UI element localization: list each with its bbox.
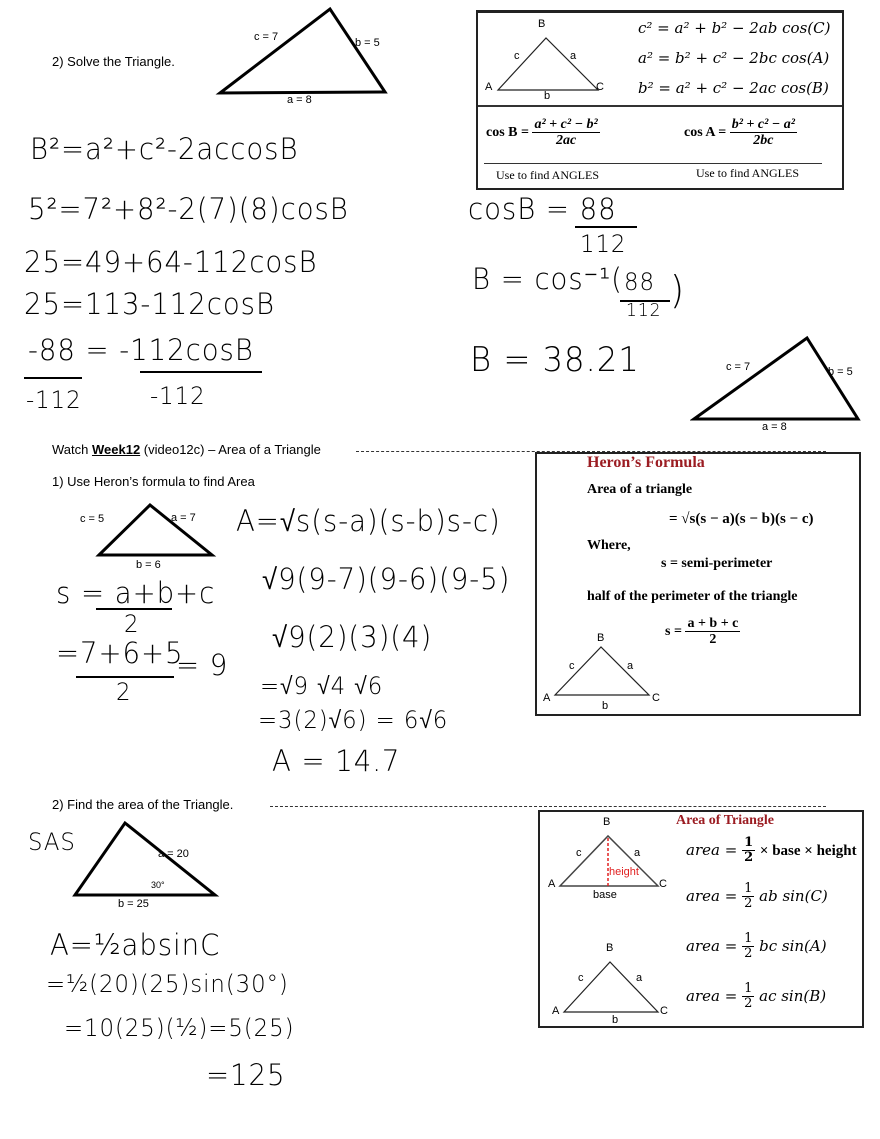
triangle-figure bbox=[215, 5, 395, 100]
area-title: Area of Triangle bbox=[676, 813, 774, 828]
handwritten-line: -112 bbox=[150, 382, 206, 410]
area-lhs: area = bbox=[686, 936, 738, 955]
side-b: b bbox=[612, 1014, 619, 1026]
side-c: c bbox=[578, 972, 584, 984]
half-den: 2 bbox=[744, 946, 753, 962]
heron-s-formula bbox=[665, 616, 740, 648]
side-a: a bbox=[627, 660, 634, 672]
area-rhs: bc sin(A) bbox=[759, 936, 827, 955]
area-formula-abC bbox=[686, 882, 828, 912]
angle-label: 30° bbox=[151, 880, 165, 890]
area-rhs: × base × height bbox=[759, 842, 857, 859]
week-link: Week12 bbox=[91, 442, 141, 457]
area-rhs: ab sin(C) bbox=[759, 886, 828, 905]
heron-s-def: s = semi-perimeter bbox=[661, 556, 773, 571]
problem-label: 2) Find the area of the Triangle. bbox=[52, 797, 234, 812]
handwritten-line: s = a+b+c bbox=[56, 576, 216, 610]
cosA-formula bbox=[684, 117, 797, 149]
cosB-formula bbox=[486, 117, 600, 149]
law-of-cosines-box bbox=[476, 10, 844, 190]
triangle-height-diagram bbox=[548, 826, 673, 891]
area-formula-acB bbox=[686, 982, 826, 1012]
handwritten-line: =√9 √4 √6 bbox=[260, 672, 384, 700]
side-a-label: a = 8 bbox=[287, 94, 312, 106]
heron-formula: = √s(s − a)(s − b)(s − c) bbox=[669, 511, 814, 527]
half-num: 1 bbox=[744, 881, 753, 896]
cosA-den: 2bc bbox=[753, 133, 774, 149]
handwritten-line: B = cos⁻¹( bbox=[472, 262, 623, 296]
handwritten-line: ) bbox=[670, 268, 686, 312]
heron-formula-box bbox=[535, 452, 861, 716]
vertex-c: C bbox=[659, 878, 667, 890]
section-heading bbox=[52, 442, 321, 457]
vertex-a: A bbox=[552, 1005, 560, 1017]
side-c: c bbox=[569, 660, 575, 672]
side-c: c bbox=[514, 50, 520, 62]
handwritten-line: 2 bbox=[124, 610, 140, 638]
side-c-label: c = 7 bbox=[254, 31, 279, 43]
half-den: 2 bbox=[744, 850, 754, 866]
side-a-label: a = 20 bbox=[158, 848, 189, 860]
dashed-rule bbox=[270, 806, 826, 807]
formula-a: a² = b² + c² − 2bc cos(A) bbox=[638, 49, 830, 67]
base-label: base bbox=[593, 889, 617, 901]
handwritten-line: -112 bbox=[26, 386, 82, 414]
triangle-figure bbox=[70, 818, 220, 900]
handwritten-line: -88 = -112cosB bbox=[28, 333, 254, 367]
handwritten-line: 2 bbox=[116, 678, 132, 706]
side-b-label: b = 5 bbox=[828, 366, 853, 378]
cosB-den: 2ac bbox=[556, 133, 577, 149]
half-den: 2 bbox=[744, 896, 753, 912]
half-num: 1 bbox=[744, 931, 753, 946]
s-lhs: s = bbox=[665, 624, 682, 640]
half-num: 1 bbox=[744, 981, 753, 996]
fraction-line bbox=[24, 377, 82, 379]
side-b: b bbox=[602, 700, 609, 712]
cosB-note: Use to find ANGLES bbox=[496, 168, 599, 182]
area-lhs: area = bbox=[686, 886, 738, 905]
vertex-a: A bbox=[485, 81, 493, 93]
area-lhs: area = bbox=[686, 840, 738, 859]
handwritten-line: 112 bbox=[580, 230, 627, 258]
side-b: b bbox=[544, 90, 551, 102]
handwritten-line: √9(2)(3)(4) bbox=[272, 620, 433, 654]
handwritten-line: =125 bbox=[206, 1058, 286, 1092]
handwritten-line: B = 38.21 bbox=[470, 340, 640, 380]
handwritten-line: = 9 bbox=[176, 648, 229, 682]
cosA-note: Use to find ANGLES bbox=[696, 166, 799, 180]
cosA-num: b² + c² − a² bbox=[731, 117, 795, 132]
half-den: 2 bbox=[744, 996, 753, 1012]
cosA-lhs: cos A = bbox=[684, 125, 727, 141]
handwritten-line: 5²=7²+8²-2(7)(8)cosB bbox=[28, 192, 349, 226]
handwritten-line: A = 14.7 bbox=[272, 744, 401, 778]
vertex-c: C bbox=[660, 1005, 668, 1017]
handwritten-line: =7+6+5 bbox=[56, 636, 184, 670]
side-a: a bbox=[570, 50, 577, 62]
fraction-line bbox=[140, 371, 262, 373]
vertex-c: C bbox=[652, 692, 660, 704]
area-of-triangle-box bbox=[538, 810, 864, 1028]
side-a: a bbox=[636, 972, 643, 984]
s-num: a + b + c bbox=[687, 616, 739, 631]
handwritten-line: =3(2)√6) = 6√6 bbox=[258, 706, 449, 734]
heron-line1: Area of a triangle bbox=[587, 482, 693, 497]
area-rhs: ac sin(B) bbox=[759, 986, 827, 1005]
triangle-figure bbox=[690, 333, 865, 425]
problem-label: 2) Solve the Triangle. bbox=[52, 54, 175, 69]
heron-half: half of the perimeter of the triangle bbox=[587, 589, 798, 604]
vertex-b: B bbox=[603, 816, 611, 828]
cosB-num: a² + c² − b² bbox=[534, 117, 598, 132]
vertex-b: B bbox=[538, 18, 546, 30]
handwritten-sas: SAS bbox=[28, 828, 76, 856]
handwritten-line: A=½absinC bbox=[50, 928, 221, 962]
heron-title: Heron’s Formula bbox=[587, 454, 705, 471]
vertex-b: B bbox=[597, 632, 605, 644]
side-c-label: c = 5 bbox=[80, 513, 105, 525]
vertex-a: A bbox=[543, 692, 551, 704]
side-b-label: b = 25 bbox=[118, 898, 149, 910]
handwritten-line: √9(9-7)(9-6)(9-5) bbox=[262, 562, 511, 596]
triangle-figure bbox=[95, 500, 220, 560]
side-a-label: a = 7 bbox=[171, 512, 196, 524]
handwritten-line: =½(20)(25)sin(30°) bbox=[46, 970, 289, 998]
handwritten-line: 25=113-112cosB bbox=[24, 287, 275, 321]
handwritten-line: A=√s(s-a)(s-b)s-c) bbox=[236, 504, 501, 538]
formula-c: c² = a² + b² − 2ab cos(C) bbox=[638, 19, 831, 37]
handwritten-line: cosB = 88 bbox=[468, 192, 617, 226]
area-formula-bcA bbox=[686, 932, 827, 962]
divider bbox=[478, 105, 842, 107]
triangle-diagram bbox=[550, 952, 670, 1017]
side-c: c bbox=[576, 847, 582, 859]
vertex-c: C bbox=[596, 81, 604, 93]
problem-label: 1) Use Heron’s formula to find Area bbox=[52, 474, 255, 489]
heron-where: Where, bbox=[587, 538, 631, 553]
s-den: 2 bbox=[709, 632, 717, 648]
handwritten-line: 25=49+64-112cosB bbox=[24, 245, 318, 279]
height-label: height bbox=[609, 866, 639, 878]
handwritten-line: 88 bbox=[624, 268, 655, 296]
formula-b: b² = a² + c² − 2ac cos(B) bbox=[638, 79, 829, 97]
cosB-lhs: cos B = bbox=[486, 125, 529, 141]
area-formula-base-height bbox=[686, 836, 857, 866]
triangle-diagram bbox=[545, 639, 665, 704]
side-a-label: a = 8 bbox=[762, 421, 787, 433]
half-num: 1 bbox=[744, 835, 754, 850]
handwritten-line: =10(25)(½)=5(25) bbox=[64, 1014, 295, 1042]
side-c-label: c = 7 bbox=[726, 361, 751, 373]
side-b-label: b = 6 bbox=[136, 559, 161, 571]
side-b-label: b = 5 bbox=[355, 37, 380, 49]
side-a: a bbox=[634, 847, 641, 859]
handwritten-line: 112 bbox=[626, 300, 662, 321]
handwritten-line: B²=a²+c²-2accosB bbox=[30, 132, 299, 166]
area-lhs: area = bbox=[686, 986, 738, 1005]
vertex-a: A bbox=[548, 878, 556, 890]
fraction-line bbox=[575, 226, 637, 228]
section-suffix: (video12c) – Area of a Triangle bbox=[140, 442, 321, 457]
section-prefix: Watch bbox=[52, 442, 92, 457]
vertex-b: B bbox=[606, 942, 614, 954]
divider bbox=[484, 163, 822, 164]
